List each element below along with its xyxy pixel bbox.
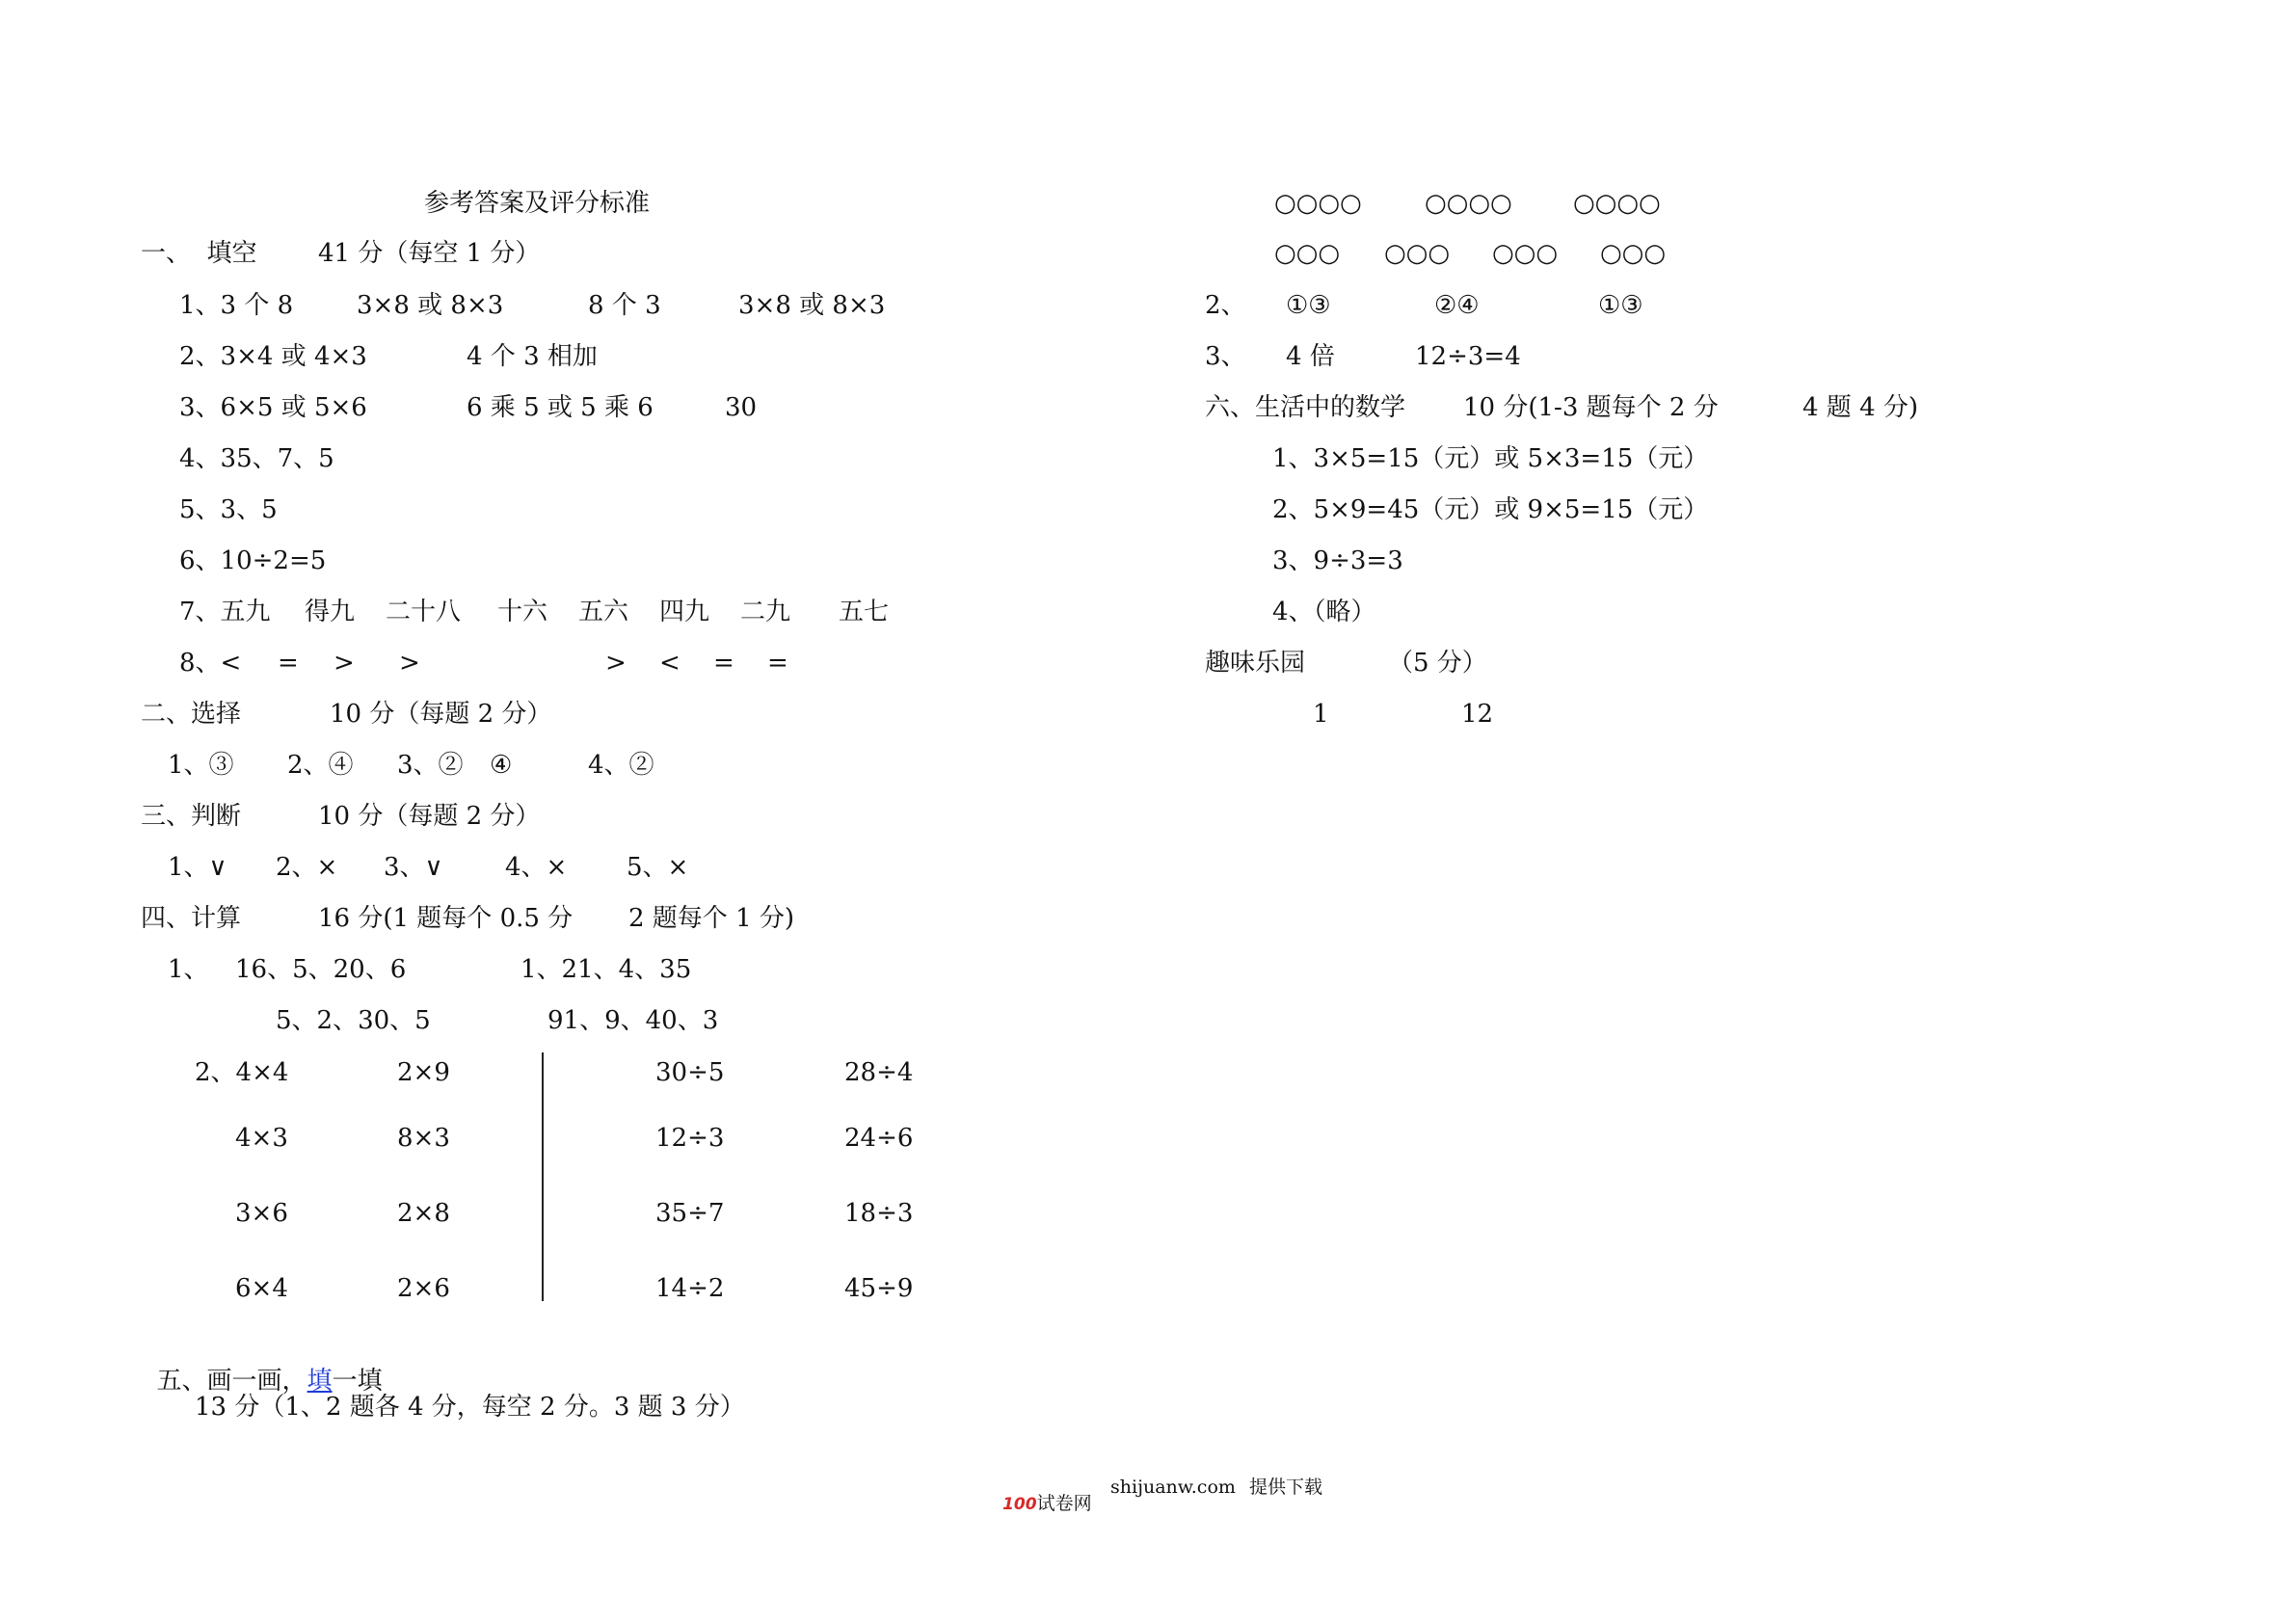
answer-1-2: 2、3×4 或 4×3 bbox=[179, 342, 367, 371]
circle-group: ○○○○ bbox=[1425, 189, 1512, 218]
answer-5-2: ②④ bbox=[1434, 291, 1480, 320]
calc-cell: 45÷9 bbox=[844, 1274, 914, 1303]
answer-5-2: ①③ bbox=[1286, 291, 1331, 320]
section-4-score: 2 题每个 1 分) bbox=[628, 904, 795, 933]
section-4-heading: 四、计算 bbox=[141, 904, 242, 933]
fun-answer: 12 bbox=[1461, 700, 1494, 729]
answer-1-7: 四九 bbox=[659, 598, 710, 626]
section-2-score: 10 分（每题 2 分） bbox=[330, 700, 552, 729]
calc-cell: 2、4×4 bbox=[195, 1058, 289, 1087]
answer-2: 1、③ bbox=[168, 751, 234, 780]
answer-1-8: = bbox=[278, 649, 299, 678]
calc-cell: 4×3 bbox=[235, 1124, 288, 1153]
answer-1-4: 4、35、7、5 bbox=[179, 444, 334, 473]
page-title: 参考答案及评分标准 bbox=[424, 189, 651, 218]
answer-6: 3、9÷3=3 bbox=[1272, 546, 1403, 575]
calc-cell: 12÷3 bbox=[655, 1124, 725, 1153]
section-2-heading: 二、选择 bbox=[141, 700, 242, 729]
calc-cell: 18÷3 bbox=[844, 1199, 914, 1228]
calc-cell: 3×6 bbox=[235, 1199, 288, 1228]
section-3-score: 10 分（每题 2 分） bbox=[318, 802, 541, 831]
answer-1-7: 五六 bbox=[578, 598, 629, 626]
answer-1-7: 二十八 bbox=[386, 598, 462, 626]
answer-1-1: 8 个 3 bbox=[588, 291, 661, 320]
answer-1-8: = bbox=[713, 649, 734, 678]
circle-group: ○○○ bbox=[1600, 239, 1667, 268]
section-4-score: 16 分(1 题每个 0.5 分 bbox=[318, 904, 574, 933]
answer-3: 5、× bbox=[627, 853, 689, 882]
section-1-heading: 一、 填空 bbox=[141, 239, 257, 268]
answer-1-1: 3×8 或 8×3 bbox=[357, 291, 504, 320]
answer-1-1: 1、3 个 8 bbox=[179, 291, 294, 320]
section-5-heading bbox=[141, 1344, 383, 1394]
fun-answer: 1 bbox=[1313, 700, 1329, 729]
answer-1-7: 7、五九 bbox=[179, 598, 271, 626]
answer-5-2: ①③ bbox=[1598, 291, 1643, 320]
circle-group: ○○○○ bbox=[1274, 189, 1362, 218]
answer-6: 2、5×9=45（元）或 9×5=15（元） bbox=[1272, 495, 1709, 524]
fill-link[interactable]: 填 bbox=[307, 1367, 333, 1396]
calc-cell: 2×9 bbox=[397, 1058, 450, 1087]
answer-3: 2、× bbox=[276, 853, 338, 882]
circle-group: ○○○ bbox=[1274, 239, 1341, 268]
answer-2: ④ bbox=[490, 751, 513, 780]
answer-1-8: > bbox=[399, 649, 420, 678]
answer-1-2: 4 个 3 相加 bbox=[467, 342, 598, 371]
answer-1-7: 得九 bbox=[305, 598, 356, 626]
answer-6: 1、3×5=15（元）或 5×3=15（元） bbox=[1272, 444, 1709, 473]
answer-1-7: 二九 bbox=[740, 598, 791, 626]
grid-divider bbox=[542, 1052, 544, 1301]
circle-group: ○○○○ bbox=[1573, 189, 1661, 218]
fun-heading: 趣味乐园 bbox=[1205, 649, 1306, 678]
section-1-score: 41 分（每空 1 分） bbox=[318, 239, 541, 268]
answer-4-1: 1、21、4、35 bbox=[521, 955, 692, 984]
answer-5-3: 12÷3=4 bbox=[1415, 342, 1521, 371]
footer-note: 提供下载 bbox=[1249, 1477, 1323, 1498]
calc-cell: 2×8 bbox=[397, 1199, 450, 1228]
answer-2: 4、② bbox=[588, 751, 654, 780]
calc-cell: 2×6 bbox=[397, 1274, 450, 1303]
calc-cell: 8×3 bbox=[397, 1124, 450, 1153]
answer-1-3: 3、6×5 或 5×6 bbox=[179, 393, 367, 422]
section-5-score: 13 分（1、2 题各 4 分，每空 2 分。3 题 3 分） bbox=[195, 1393, 745, 1422]
footer-url[interactable]: shijuanw.com bbox=[1110, 1477, 1236, 1498]
answer-3: 3、∨ bbox=[384, 853, 443, 882]
site-name: 试卷网 bbox=[1036, 1493, 1092, 1514]
answer-4-1: 1、 bbox=[168, 955, 209, 984]
answer-5-2: 2、 bbox=[1205, 291, 1246, 320]
calc-cell: 6×4 bbox=[235, 1274, 288, 1303]
answer-6: 4、（略） bbox=[1272, 598, 1376, 626]
calc-cell: 35÷7 bbox=[655, 1199, 725, 1228]
section-5-heading-pre: 五、画一画， bbox=[156, 1367, 307, 1396]
answer-1-7: 五七 bbox=[839, 598, 890, 626]
section-3-heading: 三、判断 bbox=[141, 802, 242, 831]
answer-1-3: 30 bbox=[725, 393, 758, 422]
answer-4-1: 91、9、40、3 bbox=[547, 1006, 719, 1035]
answer-1-8: > bbox=[334, 649, 355, 678]
footer-site bbox=[991, 1477, 1092, 1513]
section-6-heading: 六、生活中的数学 bbox=[1205, 393, 1406, 422]
answer-1-1: 3×8 或 8×3 bbox=[738, 291, 886, 320]
answer-5-3: 4 倍 bbox=[1286, 342, 1335, 371]
answer-2: 2、④ bbox=[287, 751, 354, 780]
answer-3: 1、∨ bbox=[168, 853, 227, 882]
section-5-heading-post: 一填 bbox=[332, 1367, 383, 1396]
answer-1-8: = bbox=[767, 649, 788, 678]
answer-3: 4、× bbox=[505, 853, 568, 882]
answer-1-5: 5、3、5 bbox=[179, 495, 278, 524]
site-logo: 100 bbox=[1002, 1495, 1037, 1514]
answer-1-6: 6、10÷2=5 bbox=[179, 546, 327, 575]
answer-1-8: < bbox=[659, 649, 681, 678]
answer-1-8: > bbox=[605, 649, 627, 678]
answer-1-7: 十六 bbox=[497, 598, 548, 626]
calc-cell: 28÷4 bbox=[844, 1058, 914, 1087]
calc-cell: 30÷5 bbox=[655, 1058, 725, 1087]
answer-4-1: 5、2、30、5 bbox=[276, 1006, 431, 1035]
calc-cell: 24÷6 bbox=[844, 1124, 914, 1153]
circle-group: ○○○ bbox=[1492, 239, 1559, 268]
answer-1-3: 6 乘 5 或 5 乘 6 bbox=[467, 393, 654, 422]
answer-1-8: 8、< bbox=[179, 649, 242, 678]
answer-2: 3、② bbox=[397, 751, 464, 780]
circle-group: ○○○ bbox=[1384, 239, 1451, 268]
answer-5-3: 3、 bbox=[1205, 342, 1246, 371]
calc-cell: 14÷2 bbox=[655, 1274, 725, 1303]
fun-score: （5 分） bbox=[1388, 649, 1487, 678]
answer-4-1: 16、5、20、6 bbox=[235, 955, 407, 984]
section-6-score: 4 题 4 分) bbox=[1802, 393, 1919, 422]
section-6-score: 10 分(1-3 题每个 2 分 bbox=[1463, 393, 1719, 422]
